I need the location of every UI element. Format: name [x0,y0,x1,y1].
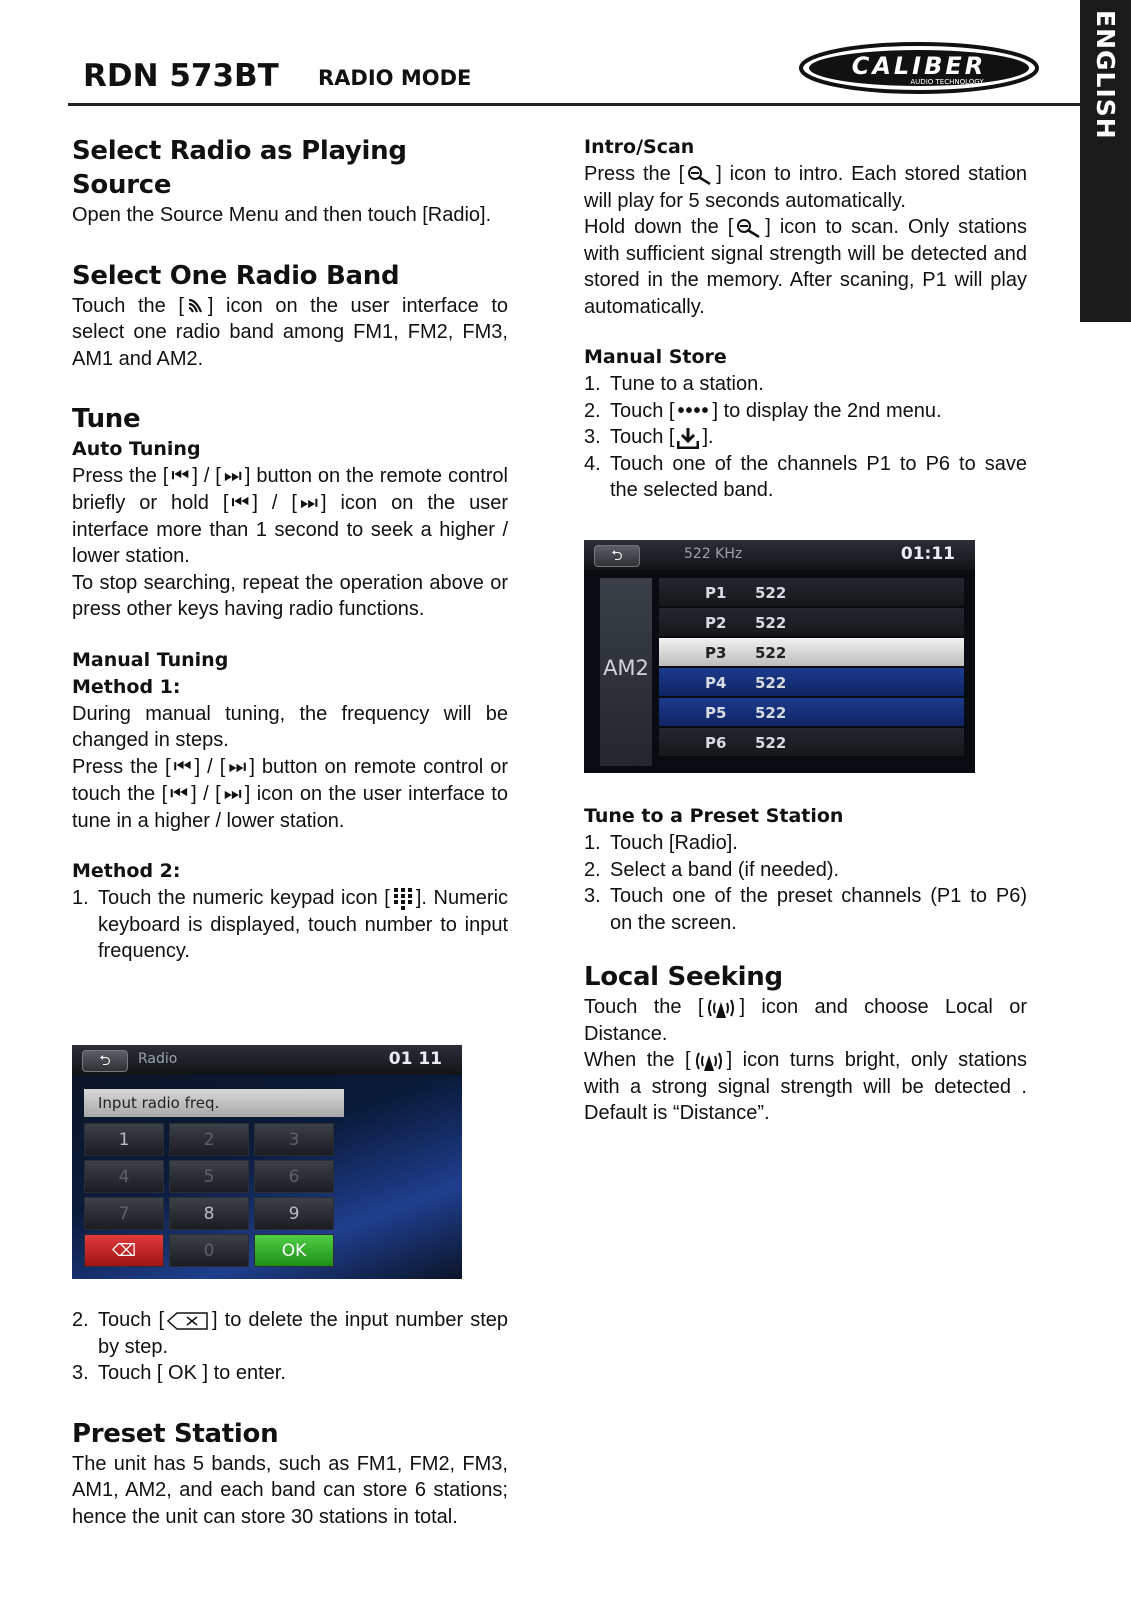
next-icon: ⏭ [228,756,247,779]
header-divider [68,103,1080,106]
next-icon: ⏭ [299,492,318,515]
list-item: 1. Touch the numeric keypad icon [ ]. Numeric keyboard is displayed, touch number to input frequency. [72,887,509,963]
preset-row[interactable]: P4 522 [659,668,964,697]
svg-text:CALIBER: CALIBER [851,52,987,80]
right-column-lower [584,803,1027,1127]
keypad-icon [393,887,413,911]
scan-search-icon [736,218,762,238]
left-column-lower [72,1307,508,1530]
status-bar [72,1045,462,1075]
local-signal-icon [694,1050,724,1072]
intro-search-icon [687,165,713,185]
paragraph: Open the Source Menu and then touch [Radio]. [72,204,492,226]
section-title: Preset Station [72,1418,279,1449]
backspace-icon [167,1312,209,1330]
band-icon [187,298,205,314]
list-item: 3. Touch one of the preset channels (P1 to P6) on the screen. [584,885,1027,934]
manual-store-steps [584,371,1027,504]
list-item: 3. Touch [ OK ] to enter. [72,1362,286,1384]
band-label: AM2 [600,578,652,766]
preset-row[interactable]: P2 522 [659,608,964,637]
delete-key[interactable] [84,1234,164,1267]
preset-row[interactable]: P5 522 [659,698,964,727]
key-3[interactable]: 3 [254,1123,334,1156]
preset-row[interactable]: P1 522 [659,578,964,607]
paragraph: When the [ ] icon turns bright, only stations with a strong signal strength will be detected . Default is “Distance”. [584,1049,1028,1124]
subsection-title: Manual Tuning [72,648,229,671]
frequency-input[interactable]: Input radio freq. [84,1089,344,1117]
subsection-title: Method 1: [72,675,181,698]
list-item: 1. Tune to a station. [584,373,764,395]
paragraph: Press the [ ⏮ ] / [ ⏭ ] button on remote control or touch the [ ⏮ ] / [ ⏭ ] icon on the user interface to tune in a higher / lower station. [72,755,508,832]
tune-preset-steps [584,830,1027,936]
right-column [584,134,1027,504]
section-title: Select Radio as Playing Source [72,136,407,200]
list-item: 1. Touch [Radio]. [584,832,738,854]
language-tab-label: ENGLISH [1091,10,1120,140]
previous-icon: ⏮ [173,756,192,779]
key-7[interactable]: 7 [84,1197,164,1230]
subsection-title: Method 2: [72,860,181,883]
screen-title: Radio [138,1051,178,1067]
caliber-logo [797,40,1041,96]
svg-text:AUDIO TECHNOLOGY: AUDIO TECHNOLOGY [910,78,984,86]
paragraph: The unit has 5 bands, such as FM1, FM2, FM3, AM1, AM2, and each band can store 6 stations; hence the unit can store 30 stations in total. [72,1452,508,1528]
list-item: 4. Touch one of the channels P1 to P6 to save the selected band. [584,452,1027,502]
back-icon[interactable]: ⮌ [82,1050,128,1072]
subsection-title: Auto Tuning [72,438,201,460]
preset-row-selected[interactable]: P3 522 [659,638,964,667]
key-0[interactable]: 0 [169,1234,249,1267]
paragraph: Touch the [ ] icon and choose Local or Distance. [584,996,1027,1045]
preset-screenshot [584,540,975,773]
previous-icon: ⏮ [231,492,250,515]
section-title: Local Seeking [584,962,783,992]
key-4[interactable]: 4 [84,1160,164,1193]
left-column [72,134,508,965]
list-item: 2. Select a band (if needed). [584,858,840,881]
clock: 01 11 [388,1049,442,1069]
key-1[interactable]: 1 [84,1123,164,1156]
previous-icon: ⏮ [171,465,190,488]
document-model: RDN 573BT [83,58,279,94]
paragraph: Touch the [ ] icon on the user interface to select one radio band among FM1, FM2, FM3, AM1 and AM2. [72,294,508,370]
keypad-screenshot [72,1045,462,1279]
key-8[interactable]: 8 [169,1197,249,1230]
frequency-readout: 522 KHz [684,546,743,562]
ok-key[interactable]: OK [254,1234,334,1267]
method2-steps-cont [72,1307,508,1387]
local-signal-icon [706,997,736,1019]
paragraph: To stop searching, repeat the operation above or press other keys having radio functions. [72,571,508,621]
key-2[interactable]: 2 [169,1123,249,1156]
key-9[interactable]: 9 [254,1197,334,1230]
list-item: 2. Touch [ ] to delete the input number step by step. [72,1309,509,1358]
list-item: 2. Touch [ •••• ] to display the 2nd menu. [584,398,1027,425]
paragraph: Hold down the [ ] icon to scan. Only stations with sufficient signal strength will be detected and stored in the memory. After scaning, P1 will play automatically. [584,216,1027,318]
backspace-icon: ⌫ [111,1241,137,1261]
document-section-title: RADIO MODE [318,66,472,90]
subsection-title: Tune to a Preset Station [584,805,844,827]
section-title: Select One Radio Band [72,260,400,291]
next-icon: ⏭ [223,783,242,806]
clock: 01:11 [900,544,955,564]
key-6[interactable]: 6 [254,1160,334,1193]
status-bar [584,540,975,570]
previous-icon: ⏮ [170,783,189,806]
paragraph: Press the [ ⏮ ] / [ ⏭ ] button on the remote control briefly or hold [ ⏮ ] / [ ⏭ ] icon on the user interface more than 1 second to seek a higher / lower station. [72,465,508,568]
section-title: Tune [72,404,141,434]
more-dots-icon: •••• [677,399,710,422]
paragraph: During manual tuning, the frequency will be changed in steps. [72,702,508,752]
back-icon[interactable]: ⮌ [594,545,640,567]
key-5[interactable]: 5 [169,1160,249,1193]
next-icon: ⏭ [223,465,242,488]
subsection-title: Manual Store [584,346,727,368]
preset-row[interactable]: P6 522 [659,728,964,757]
method2-steps [72,885,508,965]
subsection-title: Intro/Scan [584,136,695,158]
list-item: 3. Touch [ ]. [584,426,714,449]
paragraph: Press the [ ] icon to intro. Each stored station will play for 5 seconds automatically. [584,163,1027,212]
download-icon [677,427,699,449]
